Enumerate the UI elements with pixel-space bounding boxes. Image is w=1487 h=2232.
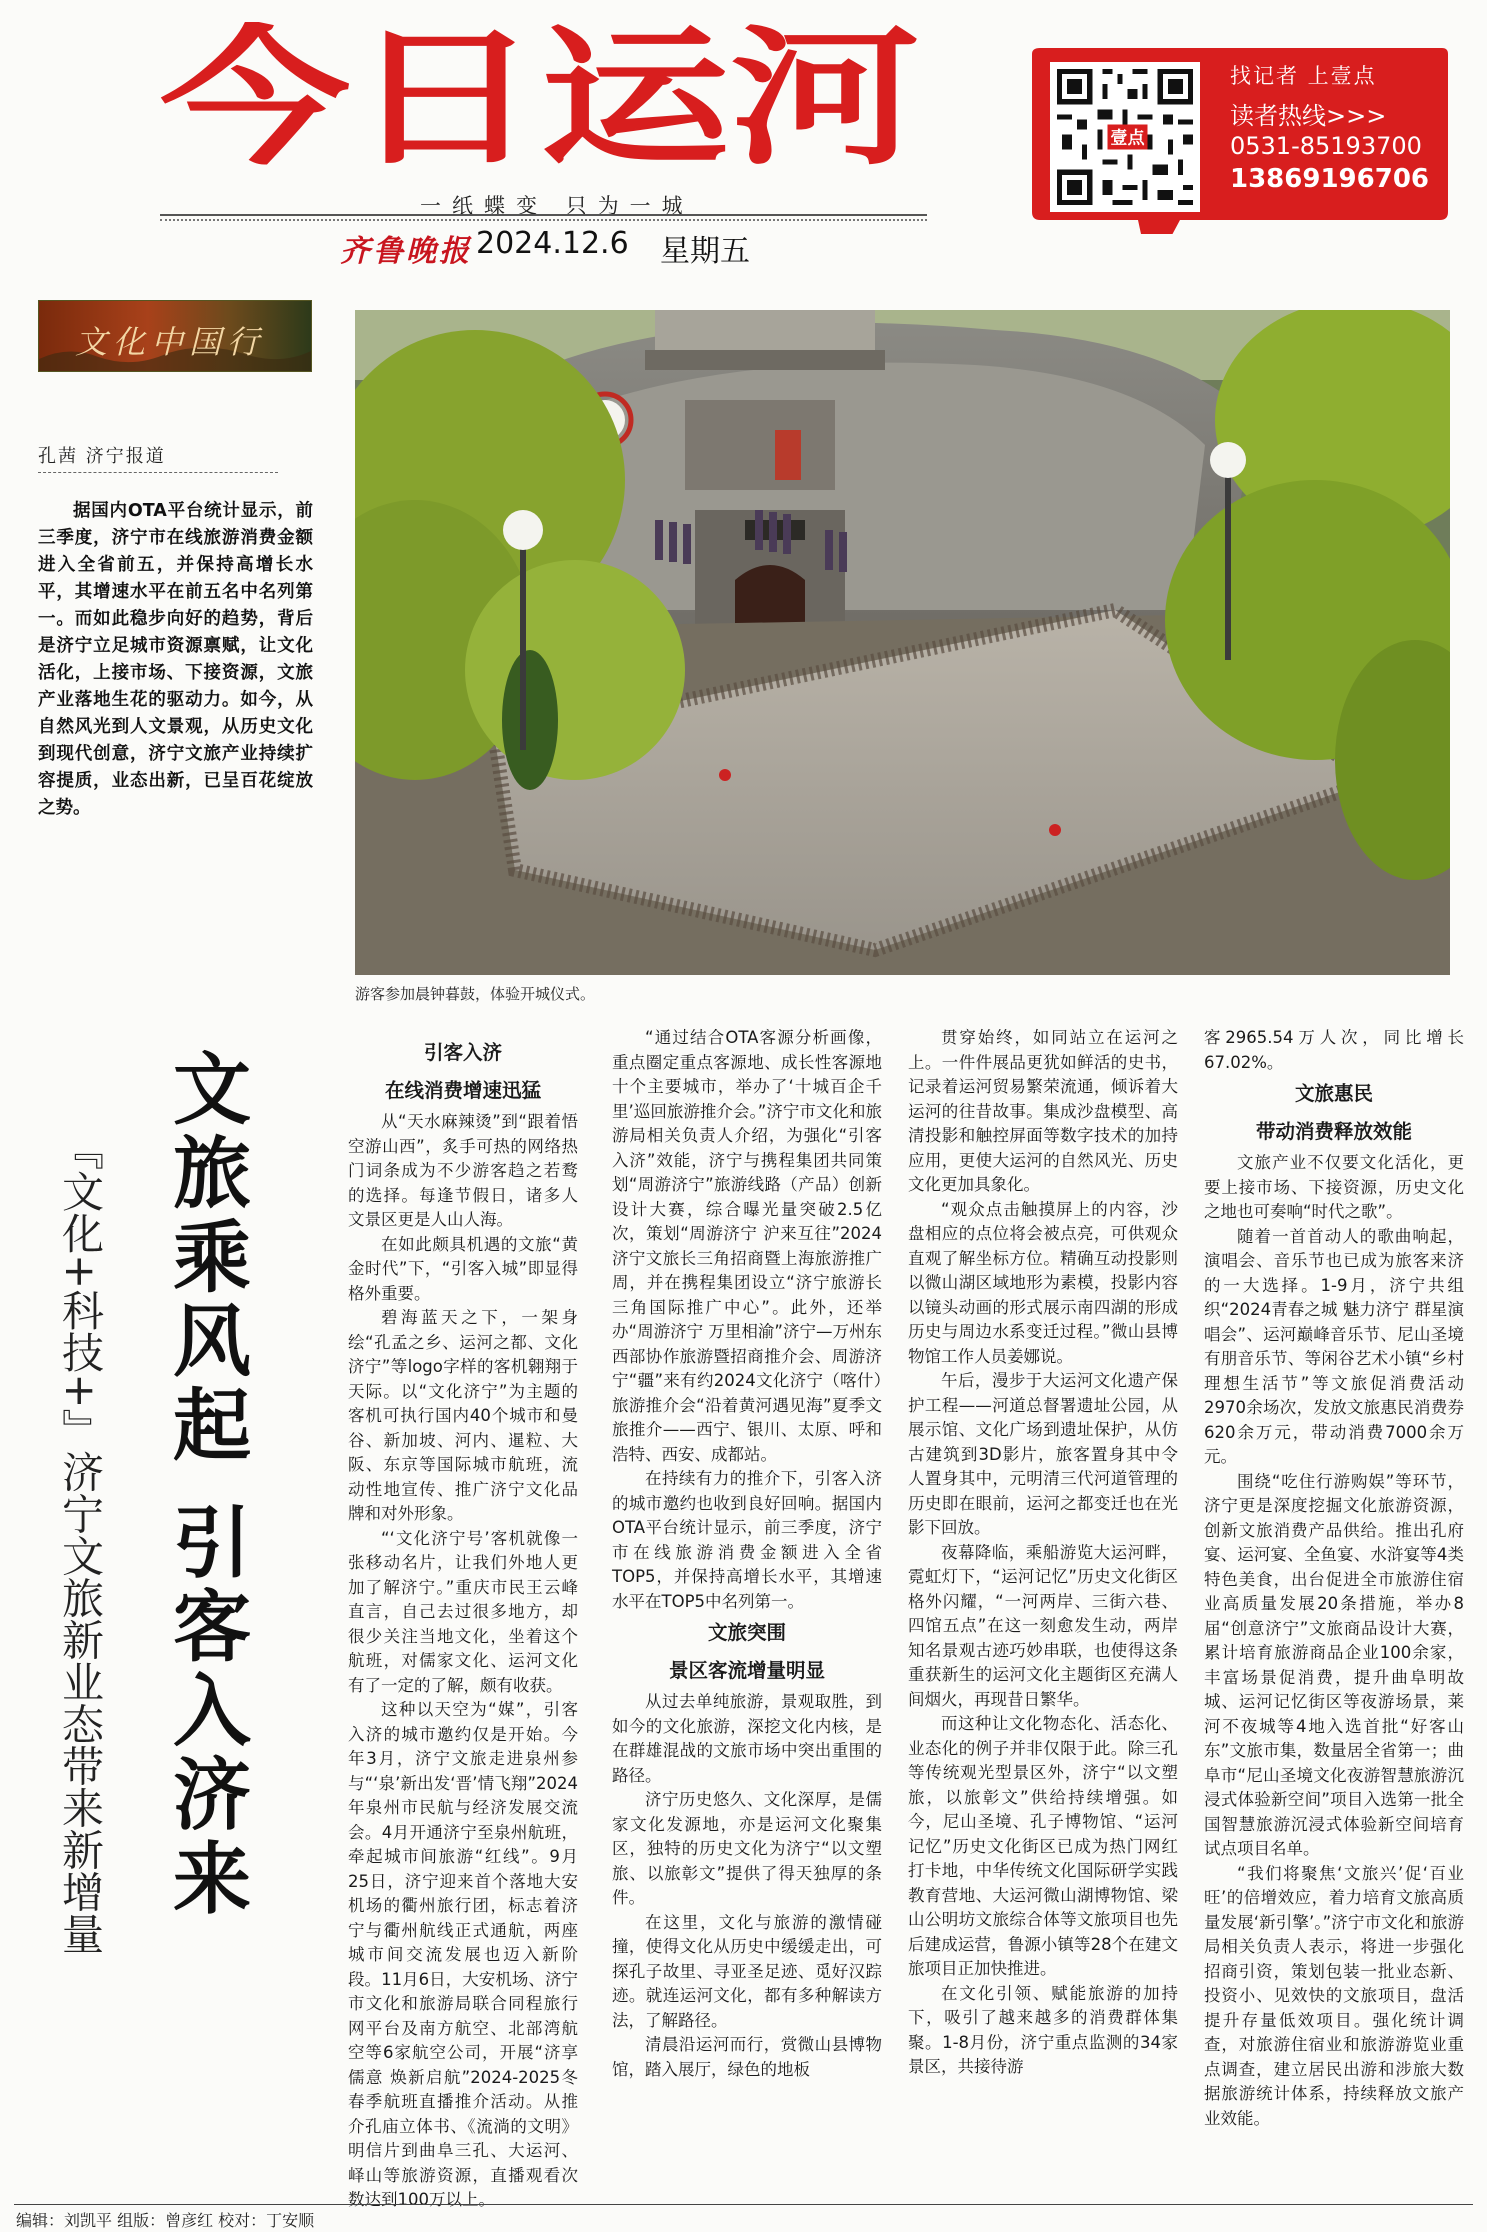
section-banner bbox=[38, 300, 312, 372]
paragraph: 午后，漫步于大运河文化遗产保护工程——河道总督署遗址公园，从展示馆、文化广场到遗址保护，从仿古建筑到3D影片，旅客置身其中令人置身其中，元明清三代河道管理的历史即在眼前，运河之都变迁也在光影下回放。 bbox=[908, 1371, 1178, 1537]
paragraph: “观众点击触摸屏上的内容，沙盘相应的点位将会被点亮，可供观众直观了解坐标方位。精确互动投影则以微山湖区域地形为素模，投影内容以镜头动画的形式展示南四湖的形成历史与周边水系变迁过程。”微山县博物馆工作人员姜娜说。 bbox=[908, 1199, 1178, 1366]
hotline-slogan: 找记者 上壹点 bbox=[1230, 64, 1377, 88]
paper-name: 齐鲁晚报 bbox=[340, 234, 472, 269]
paragraph: 碧海蓝天之下，一架身绘“孔孟之乡、运河之都、文化济宁”等logo字样的客机翱翔于天际。以“文化济宁”为主题的客机可执行国内40个城市和曼谷、新加坡、河内、暹粒、大阪、东京等国际城市航班，流动性地宣传、推广济宁文化品牌和对外形象。 bbox=[348, 1308, 578, 1523]
paragraph: 而这种让文化物态化、活态化、业态化的例子并非仅限于此。除三孔等传统观光型景区外，济宁“以文塑旅，以旅彰文”供给持续增强。如今，尼山圣境、孔子博物馆、“运河记忆”历史文化街区已成为热门网红打卡地，中华传统文化国际研学实践教育营地、大运河微山湖博物馆、梁山公明坊文旅综合体等文旅项目也先后建成运营，鲁源小镇等28个在建文旅项目正加快推进。 bbox=[908, 1714, 1178, 1978]
qr-code[interactable] bbox=[1050, 62, 1200, 212]
section-subheading: 文旅惠民 bbox=[1294, 1082, 1373, 1105]
issue-weekday: 星期五 bbox=[660, 234, 750, 269]
headline-subtitle: 『文化+科技+』济宁文旅新业态带来新增量 bbox=[56, 1128, 105, 1955]
article-column-1 bbox=[348, 1034, 578, 2213]
paragraph: 在这里，文化与旅游的激情碰撞，使得文化从历史中缓缓走出，可探孔子故里、寻亚圣足迹、觅好汉踪迹。就连运河文化，都有多种解读方法，了解路径。 bbox=[612, 1912, 882, 2030]
paragraph: “我们将聚焦‘文旅兴’促‘百业旺’的倍增效应，着力培育文旅高质量发展‘新引擎’。”济宁市文化和旅游局相关负责人表示，将进一步强化招商引资，策划包装一批业态新、投资小、见效快的文旅项目，盘活提升存量低效项目。强化统计调查，对旅游住宿业和旅游游览业重点调查，建立居民出游和涉旅大数据旅游统计体系，持续释放文旅产业效能。 bbox=[1204, 1863, 1464, 2128]
paragraph: 随着一首首动人的歌曲响起，演唱会、音乐节也已成为旅客来济的一大选择。1-9月，济宁共组织“2024青春之城 魅力济宁 群星演唱会”、运河巅峰音乐节、尼山圣境有朋音乐节、等闲谷艺术小镇“乡村理想生活节”等文旅促消费活动2970余场次，发放文旅惠民消费券620余万元，带动消费7000余万元。 bbox=[1204, 1226, 1464, 1466]
paragraph: 从“天水麻辣烫”到“跟着悟空游山西”，炙手可热的网络热门词条成为不少游客趋之若鹜的选择。每逢节假日，诸多人文景区更是人山人海。 bbox=[348, 1112, 578, 1229]
paragraph: 在文化引领、赋能旅游的加持下，吸引了越来越多的消费群体集聚。1-8月份，济宁重点监测的34家景区，共接待游 bbox=[908, 1983, 1178, 2076]
issue-date: 2024.12.6 bbox=[476, 226, 629, 261]
paragraph: 在持续有力的推介下，引客入济的城市邀约也收到良好回响。据国内OTA平台统计显示，前三季度，济宁市在线旅游消费金额进入全省TOP5，并保持高增长水平，其增速水平在TOP5中名列第一。 bbox=[612, 1469, 882, 1611]
footer-credits: 编辑：刘凯平 组版：曾彦红 校对：丁安顺 bbox=[16, 2211, 315, 2230]
qr-logo-label: 壹点 bbox=[1110, 128, 1145, 149]
paragraph: “通过结合OTA客源分析画像，重点圈定重点客源地、成长性客源地十个主要城市，举办了‘十城百企千里’巡回旅游推介会。”济宁市文化和旅游局相关负责人介绍，为强化“引客入济”效能，济宁与携程集团共同策划“周游济宁”旅游线路（产品）创新设计大赛，综合曝光量突破2.5亿次，策划“周游济宁 沪来互往”2024济宁文旅长三角招商暨上海旅游推广周，并在携程集团设立“济宁旅游长三角国际推广中心”。此外，还举办“周游济宁 万里相渝”济宁—万州东西部协作旅游暨招商推介会、周游济宁“疆”来有约2024文化济宁（喀什）旅游推介会“沿着黄河遇见海”夏季文旅推介——西宁、银川、太原、呼和浩特、西安、成都站。 bbox=[612, 1028, 882, 1464]
paragraph: 围绕“吃住行游购娱”等环节，济宁更是深度挖掘文化旅游资源，创新文旅消费产品供给。推出孔府宴、运河宴、全鱼宴、水浒宴等4类特色美食，出台促进全市旅游住宿业高质量发展20条措施，举办8届“创意济宁”文旅商品设计大赛，累计培育旅游商品企业100余家，丰富场景促消费，提升曲阜明故城、运河记忆街区等夜游场景，莱河不夜城等4地入选首批“好客山东”文旅市集，数量居全省第一；曲阜市“尼山圣境文化夜游智慧旅游沉浸式体验新空间”项目入选第一批全国智慧旅游沉浸式体验新空间培育试点项目名单。 bbox=[1204, 1471, 1464, 1858]
paragraph: 夜幕降临，乘船游览大运河畔，霓虹灯下，“运河记忆”历史文化街区格外闪耀，“一河两岸、三街六巷、四馆五点”在这一刻愈发生动，两岸知名景观古迹巧妙串联，也使得这条重获新生的运河文化主题街区充满人间烟火，再现昔日繁华。 bbox=[908, 1542, 1178, 1709]
article-column-2 bbox=[612, 1026, 882, 2082]
masthead-title-text: 今日运河 bbox=[160, 22, 920, 172]
hotline-label: 读者热线>>> bbox=[1230, 102, 1387, 130]
byline: 孔茜 济宁报道 bbox=[38, 446, 166, 467]
hotline-box bbox=[1030, 44, 1450, 234]
paragraph: 清晨沿运河而行，赏微山县博物馆，踏入展厅，绿色的地板 bbox=[612, 2035, 882, 2079]
paragraph: 在如此颇具机遇的文旅“黄金时代”下，“引客入城”即显得格外重要。 bbox=[348, 1234, 578, 1303]
section-subheading: 引客入济 bbox=[423, 1041, 502, 1064]
lead-paragraph: 据国内OTA平台统计显示，前三季度，济宁市在线旅游消费金额进入全省前五，并保持高增长水平，其增速水平在前五名中名列第一。而如此稳步向好的趋势，背后是济宁立足城市资源禀赋，让文化活化，上接市场、下接资源，文旅产业落地生花的驱动力。如今，从自然风光到人文景观，从历史文化到现代创意，济宁文旅产业持续扩容提质，业态出新，已呈百花绽放之势。 bbox=[38, 501, 313, 818]
photo-caption: 游客参加晨钟暮鼓，体验开城仪式。 bbox=[355, 985, 596, 1003]
article-column-4 bbox=[1204, 1026, 1464, 2131]
lead-photo bbox=[355, 310, 1450, 975]
masthead-title bbox=[160, 22, 920, 172]
section-subheading: 文旅突围 bbox=[707, 1621, 786, 1644]
paragraph: 贯穿始终，如同站立在运河之上。一件件展品更犹如鲜活的史书，记录着运河贸易繁荣流通，倾诉着大运河的往昔故事。集成沙盘模型、高清投影和触控屏面等数字技术的加持应用，更使大运河的自然风光、历史文化更加具象化。 bbox=[908, 1028, 1178, 1194]
masthead-rule-dotted bbox=[160, 219, 927, 221]
section-subheading: 景区客流增量明显 bbox=[668, 1659, 825, 1682]
masthead-rule bbox=[160, 214, 927, 216]
footer-rule bbox=[14, 2204, 1473, 2205]
section-subheading: 带动消费释放效能 bbox=[1255, 1120, 1412, 1143]
paragraph: 济宁历史悠久、文化深厚，是儒家文化发源地，亦是运河文化聚集区，独特的历史文化为济宁“以文塑旅、以旅彰文”提供了得天独厚的条件。 bbox=[612, 1790, 882, 1907]
hotline-phone-mobile[interactable]: 13869196706 bbox=[1230, 164, 1429, 194]
hotline-phone-landline[interactable]: 0531-85193700 bbox=[1230, 132, 1422, 160]
paragraph: 从过去单纯旅游，景观取胜，到如今的文化旅游，深挖文化内核，是在群雄混战的文旅市场中突出重围的路径。 bbox=[612, 1692, 882, 1785]
headline-main: 文旅乘风起 引客入济来 bbox=[160, 1048, 251, 1922]
byline-rule bbox=[38, 472, 278, 473]
paragraph: 客2965.54万人次，同比增长67.02%。 bbox=[1204, 1028, 1464, 1072]
paragraph: 文旅产业不仅要文化活化，更要上接市场、下接资源，历史文化之地也可奏响“时代之歌”。 bbox=[1204, 1153, 1464, 1221]
section-banner-title: 文化中国行 bbox=[75, 323, 266, 361]
paragraph: “‘文化济宁号’客机就像一张移动名片，让我们外地人更加了解济宁。”重庆市民王云峰直言，自己去过很多地方，却很少关注当地文化，坐着这个航班，对儒家文化、运河文化有了一定的了解，颇有收获。 bbox=[348, 1528, 578, 1695]
article-column-3 bbox=[908, 1026, 1178, 2080]
paragraph: 这种以天空为“媒”，引客入济的城市邀约仅是开始。今年3月，济宁文旅走进泉州参与“‘泉’新出发‘晋’情飞翔”2024年泉州市民航与经济发展交流会。4月开通济宁至泉州航班，牵起城市间旅游“红线”。9月25日，济宁迎来首个落地大安机场的衢州旅行团，标志着济宁与衢州航线正式通航，两座城市间交流发展也迈入新阶段。11月6日，大安机场、济宁市文化和旅游局联合同程旅行网平台及南方航空、北部湾航空等6家航空公司，开展“济享儒意 焕新启航”2024-2025冬春季航班直播推介活动。从推介孔庙立体书、《流淌的文明》明信片到曲阜三孔、大运河、峄山等旅游资源，直播观看次数达到100万以上。 bbox=[348, 1700, 578, 2209]
section-subheading: 在线消费增速迅猛 bbox=[384, 1079, 541, 1102]
masthead-slogan: 一纸蝶变 只为一城 bbox=[420, 194, 694, 218]
